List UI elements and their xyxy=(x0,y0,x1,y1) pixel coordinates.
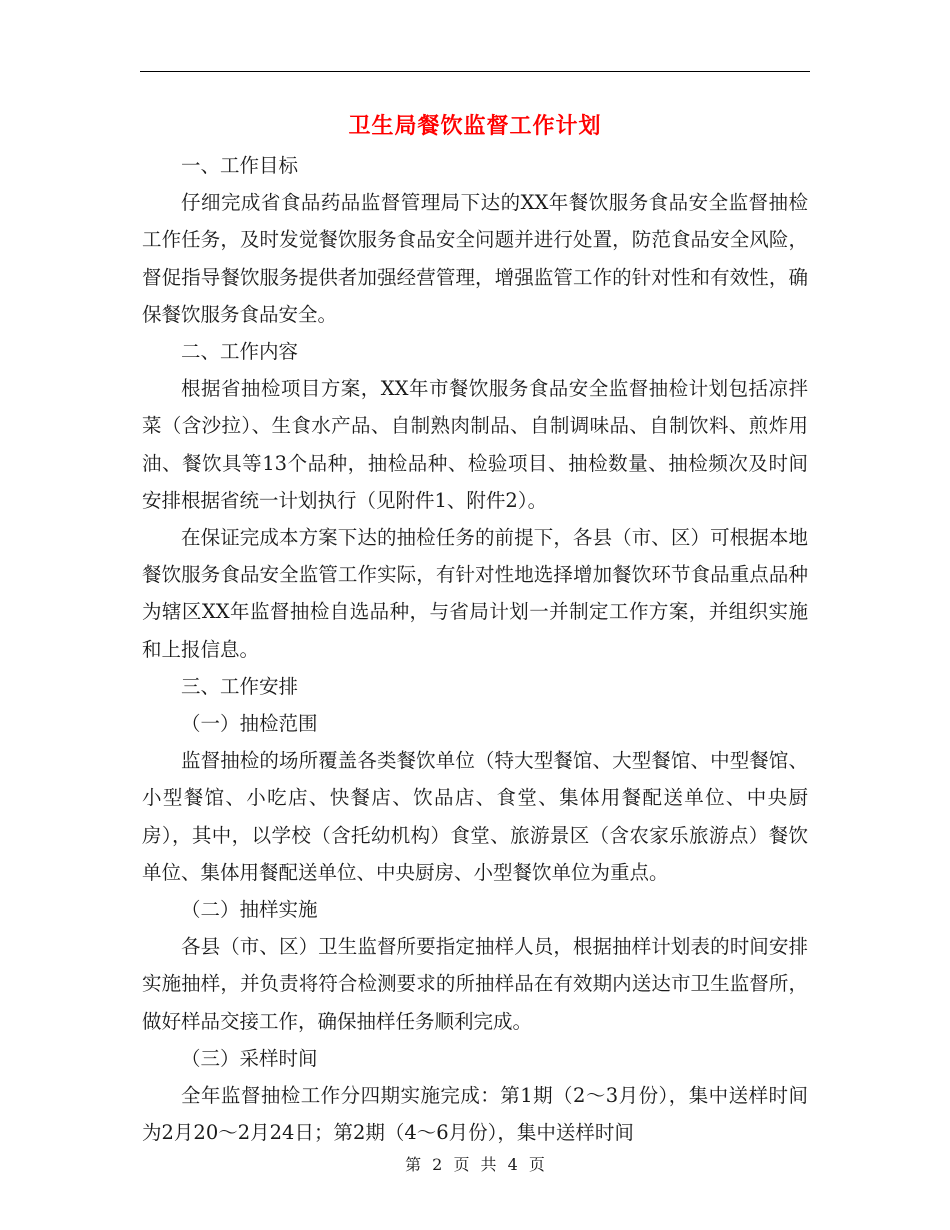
section-heading-content: 二、工作内容 xyxy=(181,340,299,364)
section-heading-goals: 一、工作目标 xyxy=(181,154,299,177)
section-heading-arrangement: 三、工作安排 xyxy=(181,674,299,698)
subheading-scope: （一）抽检范围 xyxy=(181,712,318,736)
paragraph-content-plan: 根据省抽检项目方案，XX年市餐饮服务食品安全监督抽检计划包括凉拌菜（含沙拉）、生食水产品、自制熟肉制品、自制调味品、自制饮料、煎炸用油、餐饮具等13个品种，抽检品种、检验项目、抽检数量、抽检频次及时间安排根据省统一计划执行（见附件1、附件2）。 xyxy=(142,377,808,512)
paragraph-sampling-time: 全年监督抽检工作分四期实施完成：第1期（2～3月份），集中送样时间为2月20～2月24日；第2期（4～6月份），集中送样时间 xyxy=(142,1084,808,1145)
document-title: 卫生局餐饮监督工作计划 xyxy=(348,113,602,139)
paragraph-goals: 仔细完成省食品药品监督管理局下达的XX年餐饮服务食品安全监督抽检工作任务，及时发觉餐饮服务食品安全问题并进行处置，防范食品安全风险，督促指导餐饮服务提供者加强经营管理，增强监管工作的针对性和有效性，确保餐饮服务食品安全。 xyxy=(142,191,808,326)
header-rule xyxy=(140,71,810,72)
subheading-sampling-time: （三）采样时间 xyxy=(181,1046,318,1070)
document-body xyxy=(142,147,808,1151)
paragraph-content-local: 在保证完成本方案下达的抽检任务的前提下，各县（市、区）可根据本地餐饮服务食品安全监管工作实际，有针对性地选择增加餐饮环节食品重点品种为辖区XX年监督抽检自选品种，与省局计划一并制定工作方案，并组织实施和上报信息。 xyxy=(142,526,808,661)
subheading-sampling: （二）抽样实施 xyxy=(181,898,318,922)
paragraph-scope: 监督抽检的场所覆盖各类餐饮单位（特大型餐馆、大型餐馆、中型餐馆、小型餐馆、小吃店、快餐店、饮品店、食堂、集体用餐配送单位、中央厨房），其中，以学校（含托幼机构）食堂、旅游景区（含农家乐旅游点）餐饮单位、集体用餐配送单位、中央厨房、小型餐饮单位为重点。 xyxy=(142,749,808,884)
paragraph-sampling: 各县（市、区）卫生监督所要指定抽样人员，根据抽样计划表的时间安排实施抽样，并负责将符合检测要求的所抽样品在有效期内送达市卫生监督所，做好样品交接工作，确保抽样任务顺利完成。 xyxy=(142,935,808,1033)
page-number: 第 2 页 共 4 页 xyxy=(405,1155,545,1174)
